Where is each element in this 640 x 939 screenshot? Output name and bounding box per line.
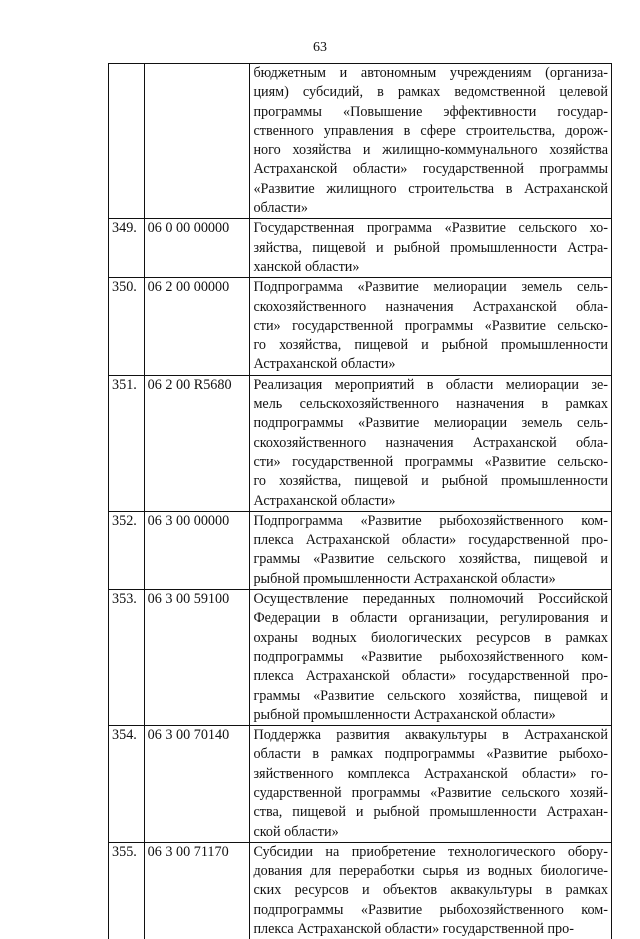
description-line: Субсидии на приобретение технологического обору- [253, 843, 608, 862]
description-line: Осуществление переданных полномочий Российской [253, 590, 608, 609]
description-cell [250, 511, 612, 589]
description-line: скохозяйственного назначения Астраханской обла- [253, 434, 608, 453]
row-number-cell [109, 64, 145, 219]
table-row [109, 726, 612, 843]
description-line: граммы «Развитие сельского хозяйства, пищевой и [253, 687, 608, 706]
description-line: сти» государственной программы «Развитие сельско- [253, 317, 608, 336]
description-line: плекса Астраханской области» государственной про- [253, 667, 608, 686]
description-line: области» [253, 199, 608, 218]
description-line: Астраханской области» [253, 492, 608, 511]
description-line: ства, пищевой и рыбной промышленности Астрахан- [253, 803, 608, 822]
table-row [109, 64, 612, 219]
description-line: плекса Астраханской области» государственной про- [253, 920, 608, 939]
description-line: области в рамках подпрограммы «Развитие рыбохо- [253, 745, 608, 764]
table-row [109, 375, 612, 511]
table-body [109, 64, 612, 939]
table-row [109, 511, 612, 589]
description-cell [250, 726, 612, 843]
description-line: Поддержка развития аквакультуры в Астраханской [253, 726, 608, 745]
description-line: охраны водных биологических ресурсов в рамках [253, 629, 608, 648]
row-number-cell: 351. [109, 375, 145, 511]
table-row [109, 278, 612, 375]
row-number-cell: 350. [109, 278, 145, 375]
description-cell [250, 590, 612, 726]
description-line: Астраханской области» государственной программы [253, 160, 608, 179]
description-cell [250, 64, 612, 219]
description-line: Реализация мероприятий в области мелиорации зе- [253, 376, 608, 395]
classification-code-cell [144, 64, 250, 219]
description-cell [250, 375, 612, 511]
row-number-cell: 354. [109, 726, 145, 843]
row-number-cell: 352. [109, 511, 145, 589]
description-line: сти» государственной программы «Развитие сельско- [253, 453, 608, 472]
classification-code-cell: 06 3 00 71170 [144, 842, 250, 939]
description-line: Федерации в области организации, регулирования и [253, 609, 608, 628]
description-line: граммы «Развитие сельского хозяйства, пищевой и [253, 550, 608, 569]
row-number-cell: 353. [109, 590, 145, 726]
description-line: плекса Астраханской области» государственной про- [253, 531, 608, 550]
budget-classification-table [108, 63, 612, 939]
description-cell [250, 842, 612, 939]
table-row [109, 219, 612, 278]
description-line: ских ресурсов и объектов аквакультуры в рамках [253, 881, 608, 900]
description-line: бюджетным и автономным учреждениям (организа- [253, 64, 608, 83]
description-line: рыбной промышленности Астраханской области» [253, 706, 608, 725]
classification-code-cell: 06 3 00 70140 [144, 726, 250, 843]
description-line: скохозяйственного назначения Астраханской обла- [253, 298, 608, 317]
table-row [109, 842, 612, 939]
description-line: Подпрограмма «Развитие рыбохозяйственного ком- [253, 512, 608, 531]
classification-code-cell: 06 0 00 00000 [144, 219, 250, 278]
classification-code-cell: 06 3 00 00000 [144, 511, 250, 589]
description-line: ного хозяйства и жилищно-коммунального хозяйства [253, 141, 608, 160]
description-line: подпрограммы «Развитие рыбохозяйственного ком- [253, 648, 608, 667]
description-cell [250, 219, 612, 278]
description-line: ской области» [253, 823, 608, 842]
row-number-cell: 349. [109, 219, 145, 278]
description-line: подпрограммы «Развитие мелиорации земель сель- [253, 414, 608, 433]
description-line: Подпрограмма «Развитие мелиорации земель сель- [253, 278, 608, 297]
description-line: го хозяйства, пищевой и рыбной промышленности [253, 472, 608, 491]
description-cell [250, 278, 612, 375]
description-line: зяйственного комплекса Астраханской области» го- [253, 765, 608, 784]
classification-code-cell: 06 2 00 00000 [144, 278, 250, 375]
description-line: дования для переработки сырья из водных биологиче- [253, 862, 608, 881]
description-line: го хозяйства, пищевой и рыбной промышленности [253, 336, 608, 355]
description-line: ственного управления в сфере строительства, дорож- [253, 122, 608, 141]
description-line: подпрограммы «Развитие рыбохозяйственного ком- [253, 901, 608, 920]
description-line: программы «Повышение эффективности государ- [253, 103, 608, 122]
description-line: ханской области» [253, 258, 608, 277]
description-line: мель сельскохозяйственного назначения в рамках [253, 395, 608, 414]
description-line: Государственная программа «Развитие сельского хо- [253, 219, 608, 238]
description-line: «Развитие жилищного строительства в Астраханской [253, 180, 608, 199]
description-line: Астраханской области» [253, 355, 608, 374]
table-row [109, 590, 612, 726]
page-number: 63 [0, 40, 640, 56]
description-line: зяйства, пищевой и рыбной промышленности Астра- [253, 239, 608, 258]
row-number-cell: 355. [109, 842, 145, 939]
description-line: циям) субсидий, в рамках ведомственной целевой [253, 83, 608, 102]
description-line: сударственной программы «Развитие сельского хозяй- [253, 784, 608, 803]
classification-code-cell: 06 2 00 R5680 [144, 375, 250, 511]
classification-code-cell: 06 3 00 59100 [144, 590, 250, 726]
description-line: рыбной промышленности Астраханской области» [253, 570, 608, 589]
